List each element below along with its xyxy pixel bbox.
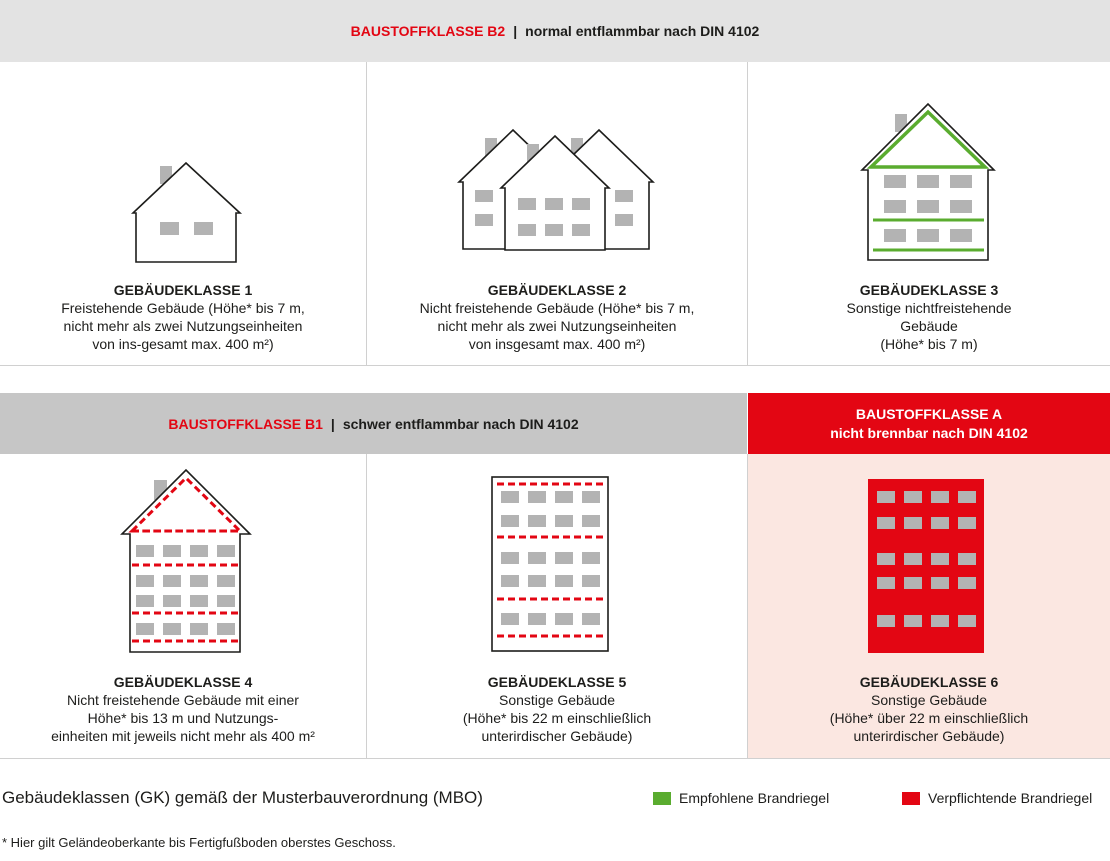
class-2-line: nicht mehr als zwei Nutzungseinheiten xyxy=(437,318,677,334)
class-5-title: GEBÄUDEKLASSE 5 xyxy=(487,674,627,690)
b2-class-label: BAUSTOFFKLASSE B2 xyxy=(350,23,506,39)
legend-green-label: Empfohlene Brandriegel xyxy=(679,790,830,806)
class-1-cell xyxy=(0,62,366,365)
class-4-title: GEBÄUDEKLASSE 4 xyxy=(113,674,253,690)
class-2-line: von insgesamt max. 400 m²) xyxy=(468,336,646,352)
class-6-cell xyxy=(748,454,1110,758)
b2-description: normal entflammbar nach DIN 4102 xyxy=(525,23,760,39)
class-6-line: Sonstige Gebäude xyxy=(871,692,987,708)
class-3-title: GEBÄUDEKLASSE 3 xyxy=(859,282,999,298)
class-4-line: Nicht freistehende Gebäude mit einer xyxy=(67,692,299,708)
b1-divider: | xyxy=(330,415,335,432)
class-4-cell xyxy=(0,454,366,758)
red-swatch-icon xyxy=(902,792,920,805)
class-4-line: Höhe* bis 13 m und Nutzungs- xyxy=(87,710,279,726)
b2-divider: | xyxy=(513,23,518,39)
band-a xyxy=(748,393,1110,454)
class-5-line: (Höhe* bis 22 m einschließlich xyxy=(462,710,652,726)
class-2-line: Nicht freistehende Gebäude (Höhe* bis 7 m, xyxy=(419,300,695,316)
class-1-title: GEBÄUDEKLASSE 1 xyxy=(113,282,253,298)
legend-green xyxy=(653,790,829,806)
class-3-line: Sonstige nichtfreistehende xyxy=(846,300,1012,316)
legend-red-label: Verpflichtende Brandriegel xyxy=(928,790,1093,806)
class-3-line: Gebäude xyxy=(900,318,958,334)
band-b2 xyxy=(0,0,1110,62)
green-swatch-icon xyxy=(653,792,671,805)
a-description: nicht brennbar nach DIN 4102 xyxy=(830,424,1028,441)
divider xyxy=(0,758,1110,759)
class-1-line: Freistehende Gebäude (Höhe* bis 7 m, xyxy=(61,300,305,316)
a-class-label: BAUSTOFFKLASSE A xyxy=(855,405,1003,422)
class-5-cell xyxy=(367,454,747,758)
class-5-line: unterirdischer Gebäude) xyxy=(481,728,633,744)
class-6-line: unterirdischer Gebäude) xyxy=(853,728,1005,744)
class-4-line: einheiten mit jeweils nicht mehr als 400 m² xyxy=(51,728,315,744)
class-6-title: GEBÄUDEKLASSE 6 xyxy=(859,674,999,690)
footer-caption: Gebäudeklassen (GK) gemäß der Musterbauverordnung (MBO) xyxy=(2,788,483,807)
class-2-cell xyxy=(367,62,747,365)
class-1-line: von ins-gesamt max. 400 m²) xyxy=(92,336,274,352)
band-b1 xyxy=(0,393,747,454)
class-3-cell xyxy=(748,62,1110,365)
class-6-line: (Höhe* über 22 m einschließlich xyxy=(829,710,1029,726)
class-2-title: GEBÄUDEKLASSE 2 xyxy=(487,282,627,298)
class-5-line: Sonstige Gebäude xyxy=(499,692,615,708)
divider xyxy=(0,365,1110,366)
class-3-line: (Höhe* bis 7 m) xyxy=(880,336,978,352)
b1-class-label: BAUSTOFFKLASSE B1 xyxy=(168,415,323,432)
legend-red xyxy=(902,790,1092,806)
class-1-line: nicht mehr als zwei Nutzungseinheiten xyxy=(63,318,303,334)
footnote: * Hier gilt Geländeoberkante bis Fertigfußboden oberstes Geschoss. xyxy=(2,835,396,850)
b1-description: schwer entflammbar nach DIN 4102 xyxy=(342,415,579,432)
